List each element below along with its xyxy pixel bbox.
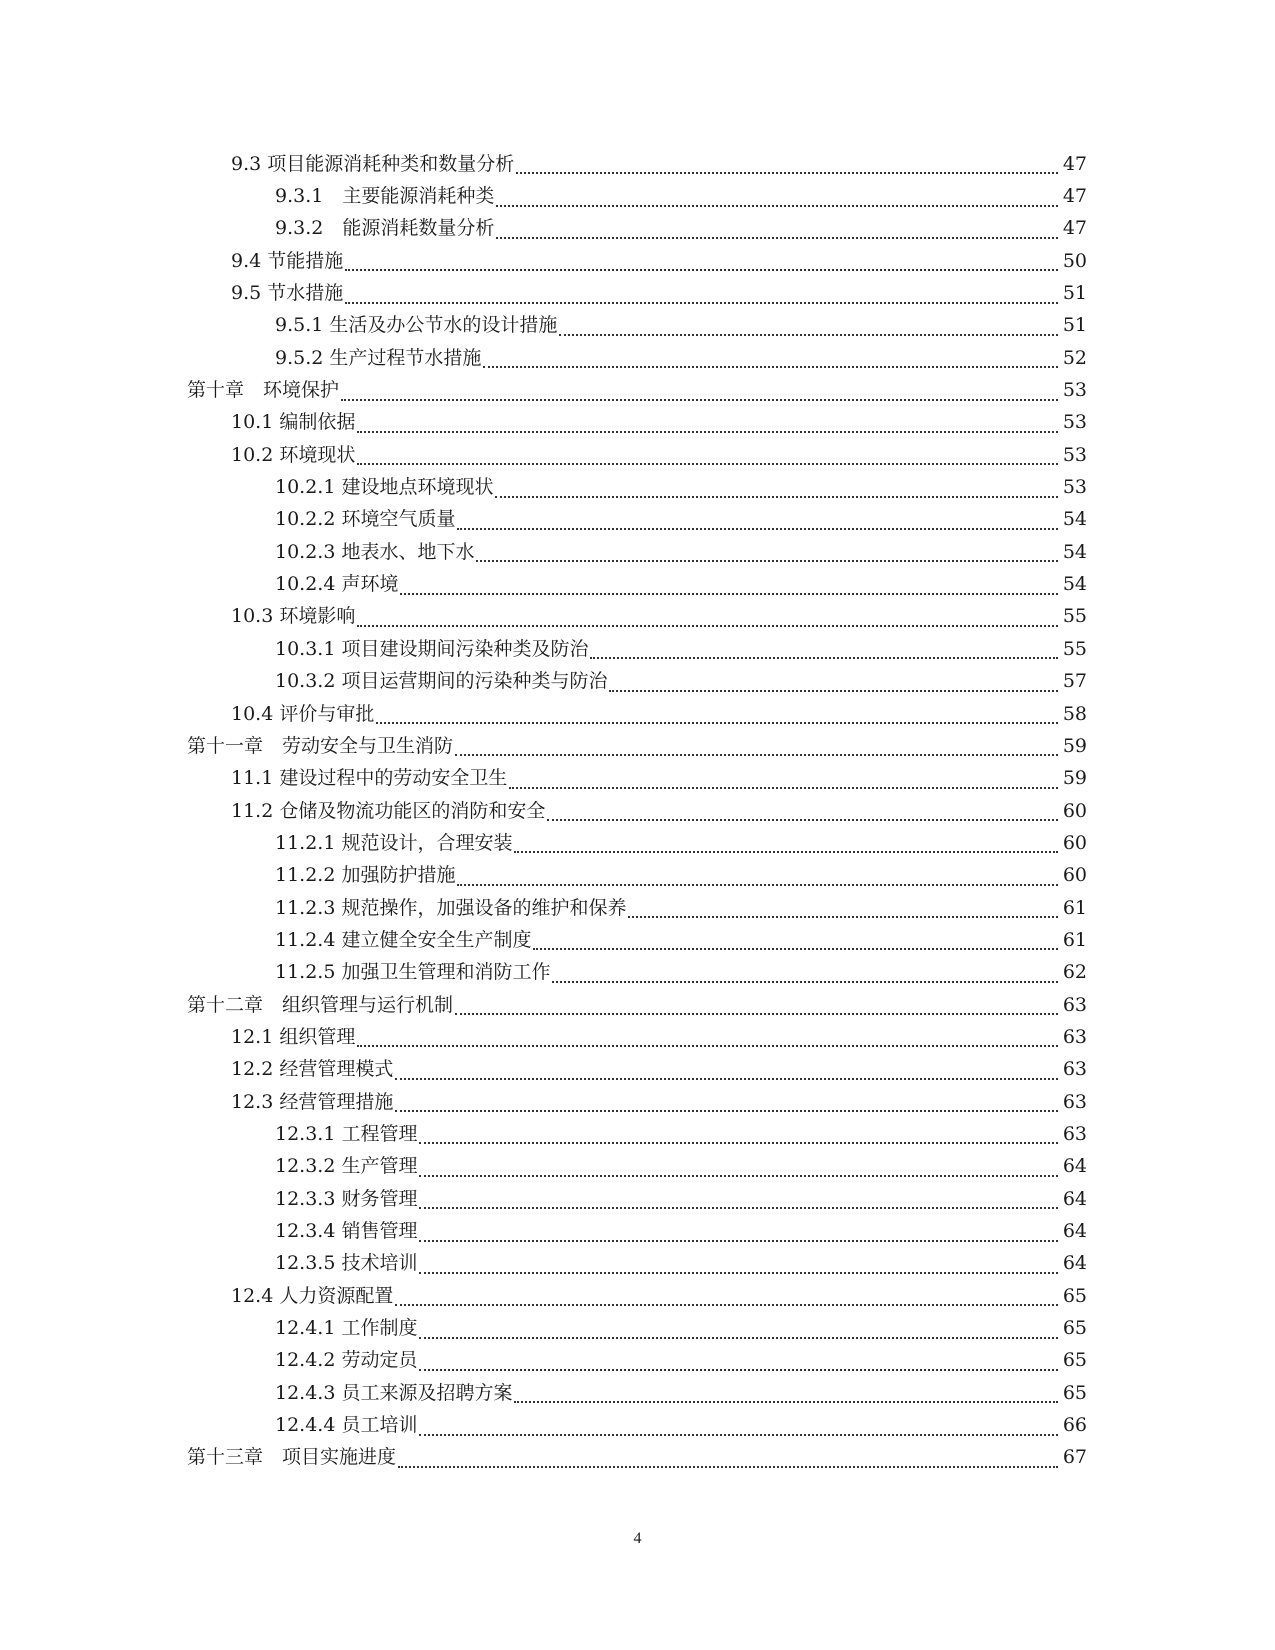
toc-entry-page: 58 [1062,702,1087,725]
toc-entry-page: 65 [1062,1284,1087,1307]
toc-dot-leader [400,583,1058,595]
toc-dot-leader [345,292,1058,304]
toc-dot-leader [419,1132,1058,1144]
toc-entry[interactable] [0,892,1275,924]
toc-entry[interactable] [0,407,1275,439]
toc-dot-leader [496,227,1058,239]
toc-entry-page: 60 [1062,831,1087,854]
toc-entry-page: 67 [1062,1446,1087,1469]
toc-dot-leader [590,647,1058,659]
toc-entry-title: 12.3.1 工程管理 [275,1122,418,1145]
toc-dot-leader [483,356,1058,368]
toc-entry-page: 61 [1062,896,1087,919]
toc-dot-leader [376,712,1058,724]
toc-entry-page: 60 [1062,799,1087,822]
toc-entry-title: 第十三章 项目实施进度 [187,1446,397,1469]
toc-dot-leader [509,777,1058,789]
toc-entry-title: 11.2.2 加强防护措施 [275,864,456,887]
toc-dot-leader [496,195,1058,207]
toc-dot-leader [419,1197,1058,1209]
toc-dot-leader [628,906,1058,918]
toc-entry-title: 12.2 经营管理模式 [231,1058,394,1081]
toc-entry-page: 55 [1062,637,1087,660]
toc-dot-leader [395,1068,1058,1080]
toc-entry-page: 65 [1062,1317,1087,1340]
toc-entry-page: 60 [1062,864,1087,887]
toc-entry-page: 65 [1062,1349,1087,1372]
toc-entry-title: 11.1 建设过程中的劳动安全卫生 [231,767,508,790]
toc-entry-title: 11.2.1 规范设计，合理安装 [275,831,513,854]
toc-entry[interactable] [0,1118,1275,1150]
toc-entry-title: 12.4.2 劳动定员 [275,1349,418,1372]
toc-entry[interactable] [0,1312,1275,1344]
toc-entry-title: 11.2.4 建立健全安全生产制度 [275,928,532,951]
toc-entry[interactable] [0,601,1275,633]
toc-entry[interactable] [0,439,1275,471]
toc-entry-page: 53 [1062,379,1087,402]
toc-entry[interactable] [0,245,1275,277]
toc-entry[interactable] [0,698,1275,730]
toc-entry[interactable] [0,1280,1275,1312]
toc-entry[interactable] [0,1086,1275,1118]
toc-entry[interactable] [0,1183,1275,1215]
toc-dot-leader [341,389,1058,401]
toc-entry[interactable] [0,1215,1275,1247]
toc-dot-leader [533,938,1058,950]
toc-dot-leader [547,809,1058,821]
toc-entry-page: 66 [1062,1414,1087,1437]
toc-dot-leader [516,162,1058,174]
toc-entry[interactable] [0,471,1275,503]
toc-dot-leader [514,841,1058,853]
table-of-contents [0,148,1275,1474]
toc-entry-title: 11.2.5 加强卫生管理和消防工作 [275,961,551,984]
toc-entry-title: 10.2.4 声环境 [275,573,399,596]
toc-dot-leader [357,615,1058,627]
toc-entry[interactable] [0,666,1275,698]
toc-entry-page: 64 [1062,1187,1087,1210]
toc-entry-title: 12.1 组织管理 [231,1025,356,1048]
toc-entry-title: 9.5 节水措施 [231,282,344,305]
toc-entry[interactable] [0,1021,1275,1053]
toc-entry-page: 47 [1062,152,1087,175]
toc-dot-leader [455,1003,1058,1015]
toc-entry-page: 51 [1062,314,1087,337]
toc-dot-leader [395,1294,1058,1306]
toc-entry-page: 62 [1062,961,1087,984]
toc-entry[interactable] [0,633,1275,665]
toc-entry-title: 10.2 环境现状 [231,443,356,466]
toc-entry[interactable] [0,342,1275,374]
toc-entry-page: 57 [1062,670,1087,693]
toc-entry-title: 9.5.2 生产过程节水措施 [275,346,482,369]
toc-entry-page: 54 [1062,573,1087,596]
toc-entry-title: 9.3.2 能源消耗数量分析 [275,217,495,240]
toc-dot-leader [609,680,1058,692]
toc-entry-title: 10.3 环境影响 [231,605,356,628]
toc-dot-leader [476,550,1058,562]
toc-entry-title: 12.3.5 技术培训 [275,1252,418,1275]
toc-entry[interactable] [0,536,1275,568]
toc-entry[interactable] [0,1054,1275,1086]
toc-entry-title: 12.3 经营管理措施 [231,1090,394,1113]
toc-entry[interactable] [0,568,1275,600]
toc-entry-page: 64 [1062,1252,1087,1275]
toc-entry-page: 54 [1062,508,1087,531]
toc-dot-leader [457,518,1058,530]
toc-dot-leader [357,421,1058,433]
toc-entry-page: 52 [1062,346,1087,369]
toc-entry-title: 10.3.1 项目建设期间污染种类及防治 [275,637,589,660]
toc-entry-title: 9.4 节能措施 [231,249,344,272]
toc-entry[interactable] [0,310,1275,342]
toc-entry-title: 第十二章 组织管理与运行机制 [187,993,454,1016]
toc-dot-leader [357,1035,1058,1047]
toc-entry-title: 11.2 仓储及物流功能区的消防和安全 [231,799,546,822]
toc-dot-leader [398,1456,1058,1468]
toc-dot-leader [395,1100,1058,1112]
toc-dot-leader [419,1327,1058,1339]
toc-dot-leader [419,1424,1058,1436]
toc-entry[interactable] [0,1442,1275,1474]
toc-entry-title: 12.3.4 销售管理 [275,1220,418,1243]
toc-entry-page: 51 [1062,282,1087,305]
toc-dot-leader [495,486,1058,498]
toc-dot-leader [552,971,1058,983]
toc-entry-title: 12.4 人力资源配置 [231,1284,394,1307]
toc-entry-title: 11.2.3 规范操作，加强设备的维护和保养 [275,896,627,919]
toc-entry[interactable] [0,504,1275,536]
toc-entry[interactable] [0,277,1275,309]
toc-entry-page: 53 [1062,411,1087,434]
toc-entry-page: 65 [1062,1381,1087,1404]
toc-entry-title: 第十一章 劳动安全与卫生消防 [187,734,454,757]
toc-dot-leader [419,1230,1058,1242]
toc-entry-page: 53 [1062,443,1087,466]
toc-dot-leader [357,453,1058,465]
toc-entry-title: 12.3.2 生产管理 [275,1155,418,1178]
toc-entry-title: 9.3.1 主要能源消耗种类 [275,185,495,208]
toc-dot-leader [419,1359,1058,1371]
toc-dot-leader [345,259,1058,271]
toc-dot-leader [559,324,1058,336]
toc-entry-page: 63 [1062,1090,1087,1113]
page-number: 4 [633,1530,642,1547]
toc-entry-title: 12.4.1 工作制度 [275,1317,418,1340]
toc-entry[interactable] [0,763,1275,795]
toc-entry-page: 63 [1062,1025,1087,1048]
toc-entry-title: 10.2.1 建设地点环境现状 [275,476,494,499]
toc-entry-page: 47 [1062,217,1087,240]
toc-entry-title: 第十章 环境保护 [187,379,340,402]
toc-entry[interactable] [0,1151,1275,1183]
toc-entry-title: 10.3.2 项目运营期间的污染种类与防治 [275,670,608,693]
toc-entry[interactable] [0,1409,1275,1441]
toc-entry-page: 54 [1062,540,1087,563]
toc-dot-leader [455,744,1058,756]
toc-entry-title: 12.4.3 员工来源及招聘方案 [275,1381,513,1404]
toc-dot-leader [457,874,1058,886]
toc-entry-page: 53 [1062,476,1087,499]
toc-entry-title: 12.3.3 财务管理 [275,1187,418,1210]
toc-entry[interactable] [0,957,1275,989]
toc-entry-title: 10.4 评价与审批 [231,702,375,725]
toc-entry[interactable] [0,374,1275,406]
toc-dot-leader [419,1262,1058,1274]
toc-dot-leader [419,1165,1058,1177]
toc-entry-title: 9.3 项目能源消耗种类和数量分析 [231,152,515,175]
toc-entry-page: 63 [1062,1122,1087,1145]
toc-entry[interactable] [0,1377,1275,1409]
toc-entry[interactable] [0,924,1275,956]
toc-entry-page: 47 [1062,185,1087,208]
toc-entry-title: 10.2.2 环境空气质量 [275,508,456,531]
toc-entry-page: 63 [1062,1058,1087,1081]
toc-entry[interactable] [0,730,1275,762]
toc-entry[interactable] [0,148,1275,180]
toc-entry[interactable] [0,795,1275,827]
toc-entry[interactable] [0,180,1275,212]
toc-entry-title: 9.5.1 生活及办公节水的设计措施 [275,314,558,337]
toc-entry-page: 59 [1062,767,1087,790]
toc-entry-page: 50 [1062,249,1087,272]
toc-entry-title: 10.1 编制依据 [231,411,356,434]
toc-entry[interactable] [0,1248,1275,1280]
toc-entry-page: 64 [1062,1155,1087,1178]
toc-entry[interactable] [0,860,1275,892]
toc-entry[interactable] [0,989,1275,1021]
toc-entry-page: 55 [1062,605,1087,628]
toc-entry-title: 10.2.3 地表水、地下水 [275,540,475,563]
toc-entry[interactable] [0,827,1275,859]
toc-entry-page: 61 [1062,928,1087,951]
toc-entry-title: 12.4.4 员工培训 [275,1414,418,1437]
toc-entry[interactable] [0,1345,1275,1377]
toc-dot-leader [514,1391,1058,1403]
toc-entry-page: 59 [1062,734,1087,757]
toc-entry[interactable] [0,213,1275,245]
toc-entry-page: 64 [1062,1220,1087,1243]
toc-entry-page: 63 [1062,993,1087,1016]
